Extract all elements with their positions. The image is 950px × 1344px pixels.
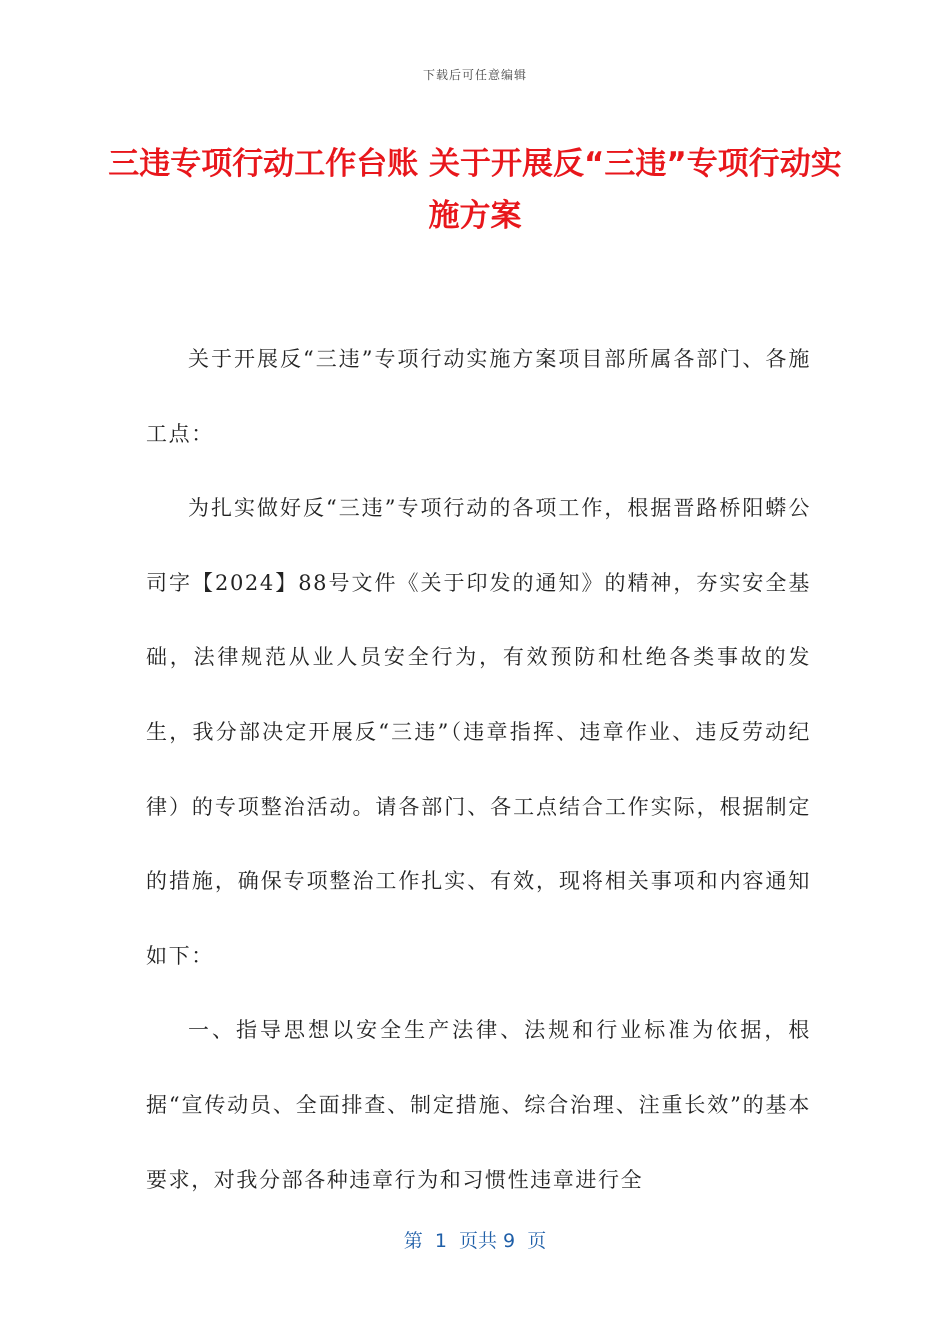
paragraph-guiding-thought: 一、指导思想以安全生产法律、法规和行业标准为依据，根据“宣传动员、全面排查、制定措施、综合治理、注重长效”的基本要求，对我分部各种违章行为和习惯性违章进行全 — [146, 1018, 811, 1192]
document-body — [146, 322, 811, 1217]
header-note: 下载后可任意编辑 — [422, 68, 527, 82]
page-number-footer: 第 1 页共 9 页 — [403, 1230, 547, 1252]
document-title: 三违专项行动工作台账 关于开展反“三违”专项行动实施方案 — [108, 146, 842, 234]
paragraph-salutation: 关于开展反“三违”专项行动实施方案项目部所属各部门、各施工点： — [146, 347, 811, 446]
paragraph-purpose: 为扎实做好反“三违”专项行动的各项工作，根据晋路桥阳蟒公司字【2024】88号文件《关于印发的通知》的精神，夯实安全基础，法律规范从业人员安全行为，有效预防和杜绝各类事故的发生，我分部决定开展反“三违”（违章指挥、违章作业、违反劳动纪律）的专项整治活动。请各部门、各工点结合工作实际，根据制定的措施，确保专项整治工作扎实、有效，现将相关事项和内容通知如下： — [146, 496, 811, 968]
